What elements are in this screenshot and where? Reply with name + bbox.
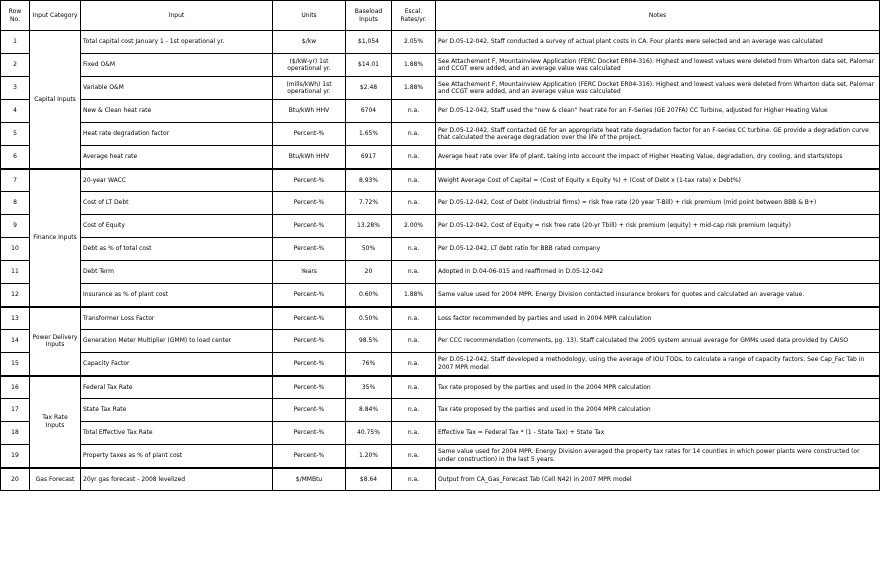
units: Percent-% (273, 284, 346, 307)
escalation-rate: n.a. (392, 238, 436, 261)
baseload-value: 8.93% (346, 169, 392, 192)
table-row (1, 399, 880, 422)
units: Percent-% (273, 422, 346, 445)
notes: Per D.05-12-042, Staff contacted GE for an appropriate heat rate degradation factor for an F-series CC turbine. GE provide a degradation curve that calculated the average degradation over the life of the project. (436, 123, 880, 146)
units: Btu/kWh HHV (273, 146, 346, 169)
notes: Per D.05-12-042, Staff developed a methodology, using the average of IOU TODs, to calculate a range of capacity factors. See Cap_Fac Tab in 2007 MPR model (436, 353, 880, 376)
category-finance: Finance Inputs (30, 169, 81, 307)
table-row (1, 376, 880, 399)
input-name: Variable O&M (81, 77, 273, 100)
notes: Same value used for 2004 MPR. Energy Division averaged the property tax rates for 14 counties in which power plants were constructed (or under construction) in the last 5 years. (436, 445, 880, 468)
input-name: 20-year WACC (81, 169, 273, 192)
row-number: 16 (1, 376, 30, 399)
baseload-value: 0.60% (346, 284, 392, 307)
table-row (1, 31, 880, 54)
header-row (1, 1, 880, 31)
escalation-rate: 2.00% (392, 215, 436, 238)
table-row (1, 54, 880, 77)
units: Percent-% (273, 238, 346, 261)
input-name: Property taxes as % of plant cost (81, 445, 273, 468)
category-tax-rate: Tax Rate Inputs (30, 376, 81, 468)
table-row (1, 307, 880, 330)
header-escal: Escal. Rates/yr. (392, 1, 436, 31)
units: Percent-% (273, 376, 346, 399)
input-name: State Tax Rate (81, 399, 273, 422)
baseload-value: $14.01 (346, 54, 392, 77)
input-name: Debt as % of total cost (81, 238, 273, 261)
row-number: 5 (1, 123, 30, 146)
escalation-rate: n.a. (392, 353, 436, 376)
table-row (1, 422, 880, 445)
escalation-rate: n.a. (392, 169, 436, 192)
baseload-value: 0.50% (346, 307, 392, 330)
escalation-rate: n.a. (392, 146, 436, 169)
row-number: 1 (1, 31, 30, 54)
input-name: Heat rate degradation factor (81, 123, 273, 146)
baseload-value: 8.84% (346, 399, 392, 422)
table-row (1, 77, 880, 100)
escalation-rate: n.a. (392, 123, 436, 146)
header-units: Units (273, 1, 346, 31)
row-number: 8 (1, 192, 30, 215)
row-number: 10 (1, 238, 30, 261)
table-row (1, 445, 880, 468)
header-row-no: Row No. (1, 1, 30, 31)
escalation-rate: n.a. (392, 307, 436, 330)
units: Percent-% (273, 123, 346, 146)
row-number: 19 (1, 445, 30, 468)
row-number: 6 (1, 146, 30, 169)
units: Percent-% (273, 307, 346, 330)
table-row (1, 261, 880, 284)
notes: Per CCC recommendation (comments, pg. 13), Staff calculated the 2005 system annual average for GMMs used data provided by CAISO (436, 330, 880, 353)
units: Percent-% (273, 353, 346, 376)
row-number: 4 (1, 100, 30, 123)
row-number: 9 (1, 215, 30, 238)
input-name: Transformer Loss Factor (81, 307, 273, 330)
baseload-value: 76% (346, 353, 392, 376)
baseload-value: 1.20% (346, 445, 392, 468)
header-category: Input Category (30, 1, 81, 31)
table-row (1, 238, 880, 261)
row-number: 18 (1, 422, 30, 445)
table-row (1, 468, 880, 491)
escalation-rate: n.a. (392, 445, 436, 468)
escalation-rate: 2.05% (392, 31, 436, 54)
notes: Effective Tax = Federal Tax * (1 - State Tax) + State Tax (436, 422, 880, 445)
baseload-value: 13.28% (346, 215, 392, 238)
notes: Loss factor recommended by parties and used in 2004 MPR calculation (436, 307, 880, 330)
table-row (1, 353, 880, 376)
escalation-rate: 1.88% (392, 54, 436, 77)
notes: See Attachement F, Mountainview Application (FERC Docket ER04-316). Highest and lowest values were deleted from Wharton data set, Palomar and CCGT were added, and an average value was calculated (436, 54, 880, 77)
input-name: Fixed O&M (81, 54, 273, 77)
input-name: New & Clean heat rate (81, 100, 273, 123)
table-row (1, 123, 880, 146)
notes: Per D.05-12-042, Cost of Debt (industrial firms) = risk free rate (20 year T-Bill) + risk premium (mid point between BBB & B+) (436, 192, 880, 215)
baseload-value: 6917 (346, 146, 392, 169)
table-row (1, 169, 880, 192)
notes: Tax rate proposed by the parties and used in the 2004 MPR calculation (436, 376, 880, 399)
units: Percent-% (273, 399, 346, 422)
notes: Output from CA_Gas_Forecast Tab (Cell N42) in 2007 MPR model (436, 468, 880, 491)
notes: Average heat rate over life of plant, taking into account the impact of Higher Heating Value, degradation, dry cooling, and starts/stops (436, 146, 880, 169)
header-notes: Notes (436, 1, 880, 31)
baseload-value: 50% (346, 238, 392, 261)
baseload-value: 7.72% (346, 192, 392, 215)
table-row (1, 192, 880, 215)
header-baseload: Baseload Inputs (346, 1, 392, 31)
table-row (1, 100, 880, 123)
notes: Per D.05-12-042, Cost of Equity = risk free rate (20-yr Tbill) + risk premium (equity) + mid-cap risk premium (equity) (436, 215, 880, 238)
row-number: 3 (1, 77, 30, 100)
notes: See Attachement F, Mountainview Application (FERC Docket ER04-316). Highest and lowest values were deleted from Wharton data set, Palomar and CCGT were added, and an average value was calculated (436, 77, 880, 100)
row-number: 20 (1, 468, 30, 491)
input-name: Total capital cost January 1 - 1st operational yr. (81, 31, 273, 54)
baseload-value: 6704 (346, 100, 392, 123)
baseload-value: 35% (346, 376, 392, 399)
row-number: 12 (1, 284, 30, 307)
header-input: Input (81, 1, 273, 31)
input-name: Average heat rate (81, 146, 273, 169)
units: Percent-% (273, 215, 346, 238)
escalation-rate: n.a. (392, 261, 436, 284)
escalation-rate: n.a. (392, 100, 436, 123)
table-row (1, 215, 880, 238)
units: $/MMBtu (273, 468, 346, 491)
escalation-rate: n.a. (392, 399, 436, 422)
baseload-value: 1.65% (346, 123, 392, 146)
input-name: Insurance as % of plant cost (81, 284, 273, 307)
notes: Per D.05-12-042, Staff used the "new & clean" heat rate for an F-Series (GE 207FA) CC Turbine, adjusted for Higher Heating Value (436, 100, 880, 123)
input-name: Generation Meter Multiplier (GMM) to load center (81, 330, 273, 353)
notes: Per D.05-12-042, Staff conducted a survey of actual plant costs in CA. Four plants were selected and an average was calculated (436, 31, 880, 54)
escalation-rate: n.a. (392, 330, 436, 353)
category-power-delivery: Power Delivery Inputs (30, 307, 81, 376)
baseload-value: 20 (346, 261, 392, 284)
baseload-value: $1,054 (346, 31, 392, 54)
input-name: Cost of LT Debt (81, 192, 273, 215)
notes: Weight Average Cost of Capital = (Cost of Equity x Equity %) + (Cost of Debt x (1-tax rate) x Debt%) (436, 169, 880, 192)
units: Percent-% (273, 330, 346, 353)
escalation-rate: n.a. (392, 422, 436, 445)
units: $/kw (273, 31, 346, 54)
table-row (1, 284, 880, 307)
units: (mills/kWh) 1st operational yr. (273, 77, 346, 100)
escalation-rate: n.a. (392, 192, 436, 215)
category-capital: Capital Inputs (30, 31, 81, 169)
row-number: 13 (1, 307, 30, 330)
row-number: 2 (1, 54, 30, 77)
units: Percent-% (273, 169, 346, 192)
input-name: Debt Term (81, 261, 273, 284)
escalation-rate: n.a. (392, 468, 436, 491)
baseload-value: 40.75% (346, 422, 392, 445)
units: Percent-% (273, 445, 346, 468)
input-name: Total Effective Tax Rate (81, 422, 273, 445)
units: ($/kW-yr) 1st operational yr. (273, 54, 346, 77)
baseload-value: $2.48 (346, 77, 392, 100)
units: Btu/kWh HHV (273, 100, 346, 123)
table-row (1, 146, 880, 169)
notes: Tax rate proposed by the parties and used in the 2004 MPR calculation (436, 399, 880, 422)
baseload-value: $8.64 (346, 468, 392, 491)
units: Percent-% (273, 192, 346, 215)
row-number: 11 (1, 261, 30, 284)
notes: Same value used for 2004 MPR. Energy Division contacted insurance brokers for quotes and calculated an average value. (436, 284, 880, 307)
row-number: 14 (1, 330, 30, 353)
notes: Adopted in D.04-06-015 and reaffirmed in D.05-12-042 (436, 261, 880, 284)
units: Years (273, 261, 346, 284)
baseload-value: 98.5% (346, 330, 392, 353)
row-number: 7 (1, 169, 30, 192)
notes: Per D.05-12-042, LT debt ratio for BBB rated company (436, 238, 880, 261)
input-name: Cost of Equity (81, 215, 273, 238)
input-name: Capacity Factor (81, 353, 273, 376)
escalation-rate: n.a. (392, 376, 436, 399)
table-row (1, 330, 880, 353)
input-name: Federal Tax Rate (81, 376, 273, 399)
escalation-rate: 1.88% (392, 77, 436, 100)
row-number: 15 (1, 353, 30, 376)
input-name: 20yr gas forecast - 2008 levelized (81, 468, 273, 491)
category-gas-forecast: Gas Forecast (30, 468, 81, 491)
escalation-rate: 1.88% (392, 284, 436, 307)
row-number: 17 (1, 399, 30, 422)
